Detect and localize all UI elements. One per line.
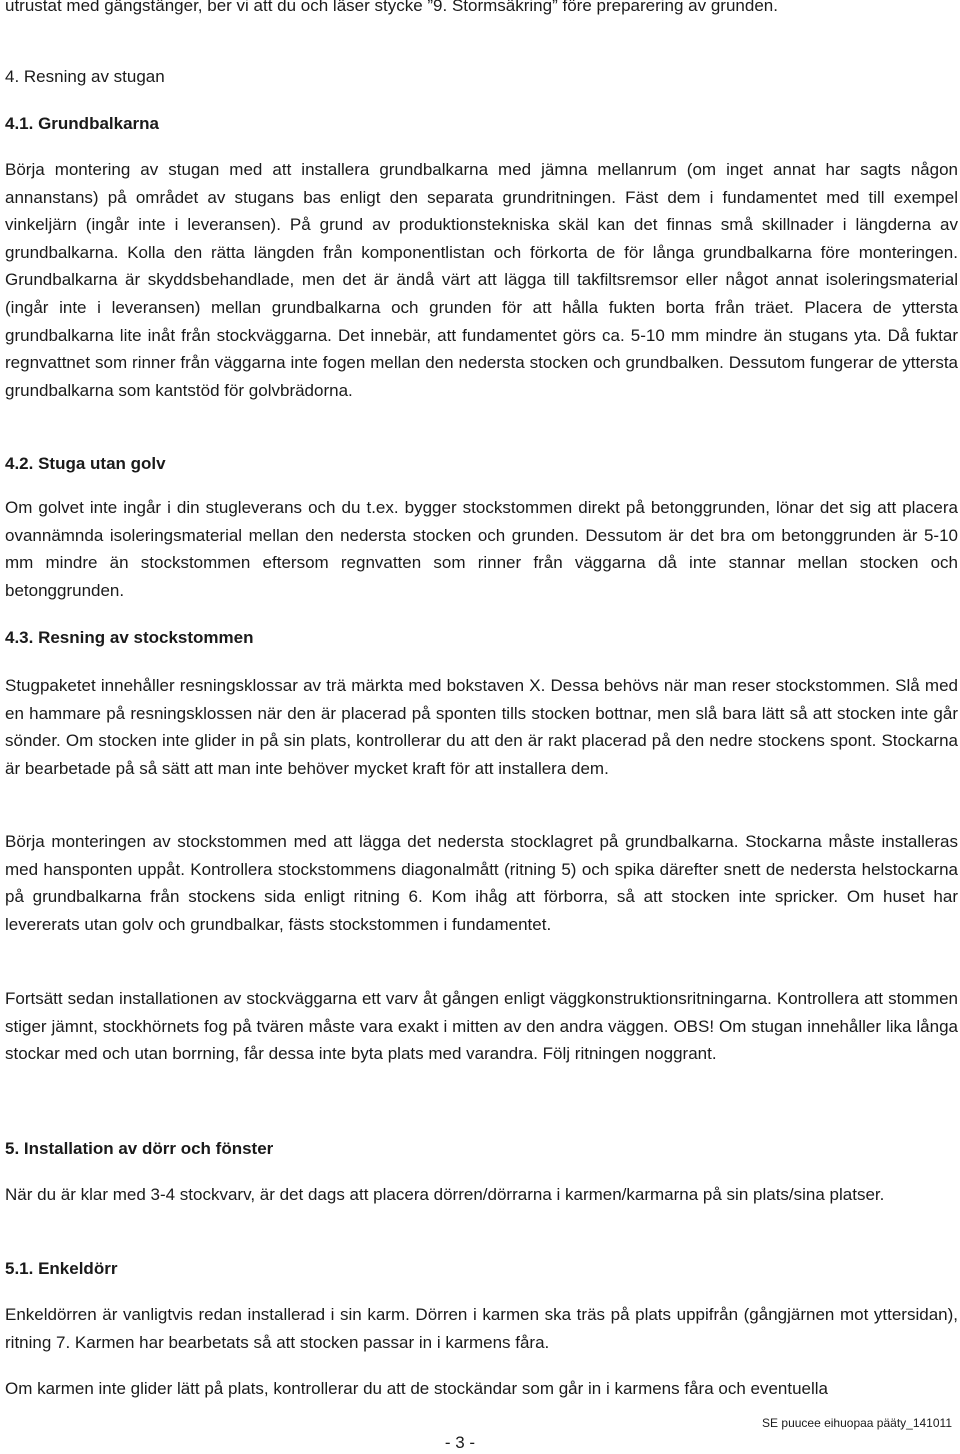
heading-4-3-resning-av-stockstommen: 4.3. Resning av stockstommen [5,628,254,647]
paragraph-resningsklossar: Stugpaketet innehåller resningsklossar av trä märkta med bokstaven X. Dessa behövs när man reser stockstommen. Slå med en hammare på resningsklossen när den är placerad på sponten tills stocken bottnar, men slå bara lätt så att stocken inte går sönder. Om stocken inte glider in på sin plats, kontrollerar du att den är rakt placerad på den nedre stockens spont. Stockarna är bearbetade på så sätt att man inte behöver mycket kraft för att installera dem. [5,676,958,778]
page-number: - 3 - [444,1433,476,1452]
paragraph-stockvaggar: Fortsätt sedan installationen av stockväggarna ett varv åt gången enligt väggkonstruktionsritningarna. Kontrollera att stommen stiger jämnt, stockhörnets fog på tvären måste vara exakt i mitten av den andra väggen. OBS! Om stugan innehåller lika långa stockar med och utan borrning, får dessa inte byta plats med varandra. Följ ritningen noggrant. [5,989,958,1064]
paragraph-stuga-utan-golv: Om golvet inte ingår i din stugleverans och du t.ex. bygger stockstommen direkt på betonggrunden, lönar det sig att placera ovannämnda isoleringsmaterial mellan den nedersta stocken och grunden. Dessutom är det bra om betonggrunden är 5-10 mm mindre än stockstommen eftersom regnvatten som rinner från väggarna då inte stannar mellan stocken och betonggrunden. [5,498,958,600]
heading-4-1-grundbalkarna: 4.1. Grundbalkarna [5,114,159,133]
intro-line: utrustat med gängstänger, ber vi att du och läser stycke ”9. Stormsäkring” före preparering av grunden. [5,0,778,15]
paragraph-enkeldorr: Enkeldörren är vanligtvis redan installerad i sin karm. Dörren i karmen ska träs på plats uppifrån (gångjärnen mot yttersidan), ritning 7. Karmen har bearbetats så att stocken passar in i karmens fåra. [5,1305,958,1352]
paragraph-karmen: Om karmen inte glider lätt på plats, kontrollerar du att de stockändar som går in i karmens fåra och eventuella [5,1379,829,1398]
paragraph-grundbalkarna: Börja montering av stugan med att installera grundbalkarna med jämna mellanrum (om inget annat har sagts någon annanstans) på området av stugans bas enligt den separata grundritningen. Fäst dem i fundamentet med till exempel vinkeljärn (ingår inte i leveransen). På grund av produktionstekniska skäl kan det finnas små skillnader i längderna av grundbalkarna. Kolla den rätta längden från komponentlistan och förkorta de för långa grundbalkarna före monteringen. Grundbalkarna är skyddsbehandlade, men det är ändå värt att lägga till takfiltsremsor eller något annat isoleringsmaterial (ingår inte i leveransen) mellan grundbalkarna och grunden för att hålla fukten borta från träet. Placera de yttersta grundbalkarna lite inåt från stockväggarna. Det innebär, att fundamentet görs ca. 5-10 mm mindre än stugans yta. Då fuktar regnvattnet som rinner från väggarna inte fogen mellan den nedersta stocken och grundbalken. Dessutom fungerar de yttersta grundbalkarna som kantstöd för golvbrädorna. [5,160,958,400]
heading-4-2-stuga-utan-golv: 4.2. Stuga utan golv [5,454,166,473]
heading-4-resning-av-stugan: 4. Resning av stugan [5,67,165,86]
footer-document-ref: SE puucee eihuopaa pääty_141011 [762,1416,952,1430]
heading-5-1-enkeldorr: 5.1. Enkeldörr [5,1259,118,1278]
heading-5-installation-dorr-fonster: 5. Installation av dörr och fönster [5,1139,274,1158]
paragraph-montering-stockstommen: Börja monteringen av stockstommen med att lägga det nedersta stocklagret på grundbalkarna. Stockarna måste installeras med hansponten uppåt. Kontrollera stockstommens diagonalmått (ritning 5) och spika därefter snett de nedersta helstockarna på grundbalkarna från stockens sida enligt ritning 6. Kom ihåg att förborra, så att stocken inte spricker. Om huset har levererats utan golv och grundbalkar, fästs stockstommen i fundamentet. [5,832,958,934]
paragraph-installation: När du är klar med 3-4 stockvarv, är det dags att placera dörren/dörrarna i karmen/karmarna på sin plats/sina platser. [5,1185,885,1204]
